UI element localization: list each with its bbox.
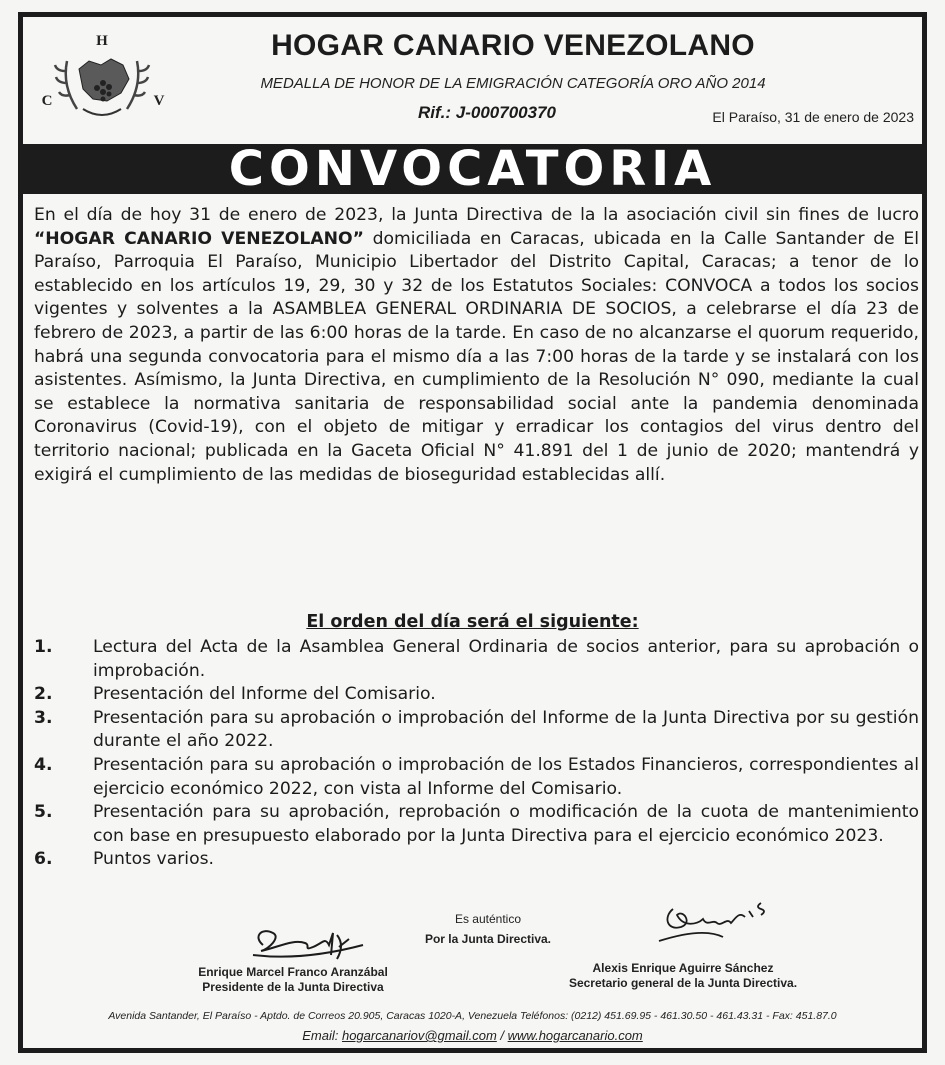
agenda-item-number: 6.	[34, 849, 53, 870]
agenda-title: El orden del día será el siguiente:	[306, 612, 639, 632]
agenda-item	[34, 754, 919, 801]
website-link[interactable]: www.hogarcanario.com	[507, 1028, 643, 1043]
agenda-item-text: Presentación para su aprobación o improbación de los Estados Financieros, correspondientes al ejercicio económico 2022, con vista al Informe del Comisario.	[93, 754, 919, 799]
agenda-item-number: 2.	[34, 684, 53, 705]
notice-frame	[18, 12, 927, 1053]
agenda-item-text: Presentación del Informe del Comisario.	[93, 684, 436, 705]
contact-separator: /	[496, 1028, 508, 1043]
honor-subtitle: MEDALLA DE HONOR DE LA EMIGRACIÓN CATEGORÍA ORO AÑO 2014	[260, 75, 766, 92]
footer-address: Avenida Santander, El Paraíso - Aptdo. de Correos 20.905, Caracas 1020-A, Venezuela Teléfonos: (0212) 451.69.95 - 461.30.50 - 461.43.31 - Fax: 451.87.0	[108, 1010, 837, 1022]
agenda-item-text: Puntos varios.	[93, 849, 215, 870]
body-text-part1: En el día de hoy 31 de enero de 2023, la Junta Directiva de la la asociación civil sin fines de lucro	[34, 205, 919, 225]
rif-number: Rif.: J-000700370	[418, 103, 556, 122]
secretary-name: Alexis Enrique Aguirre Sánchez	[592, 961, 774, 975]
agenda-item	[34, 683, 919, 707]
place-date: El Paraíso, 31 de enero de 2023	[712, 109, 914, 125]
authentic-label: Es auténtico	[454, 912, 522, 926]
agenda-item-text: Presentación para su aprobación o improbación del Informe de la Junta Directiva por su gestión durante el año 2022.	[93, 707, 919, 752]
agenda-item	[34, 801, 919, 848]
email-label: Email:	[302, 1028, 342, 1043]
email-link[interactable]: hogarcanariov@gmail.com	[341, 1028, 497, 1043]
agenda-item-number: 5.	[34, 802, 53, 823]
agenda-item	[34, 848, 919, 872]
agenda-item-number: 4.	[34, 754, 53, 775]
hcv-logo	[37, 31, 167, 129]
authenticity-note	[393, 909, 583, 949]
president-signature	[233, 915, 383, 967]
body-text-part2: domiciliada en Caracas, ubicada en la Calle Santander de El Paraíso, Parroquia El Paraíso, Municipio Libertador del Distrito Capital, Caracas; a tenor de lo establecido en los artículos 19, 29, 30 y 32 de los Estatutos Sociales: CONVOCA a todos los socios vigentes y solventes a la ASAMBLEA GENERAL ORDINARIA DE SOCIOS, a celebrarse el día 23 de febrero de 2023, a partir de las 6:00 horas de la tarde. En caso de no alcanzarse el quorum requerido, habrá una segunda convocatoria para el mismo día a las 7:00 horas de la tarde y se instalará con los asistentes. Asímismo, la Junta Directiva, en cumplimiento de la Resolución N° 090, mediante la cual se establece la normativa sanitaria de responsabilidad social ante la pandemia denominada Coronavirus (Covid-19), con el objeto de mitigar y erradicar los contagios del virus dentro del territorio nacional; publicada en la Gaceta Oficial N° 41.891 del 1 de junio de 2020; mantendrá y exigirá el cumplimiento de las medidas de bioseguridad establecidas allí.	[34, 228, 919, 485]
agenda-item-number: 3.	[34, 707, 53, 728]
logo-letter-c: C	[41, 93, 53, 109]
agenda-item-number: 1.	[34, 637, 53, 657]
agenda-item-text: Presentación para su aprobación, reprobación o modificación de la cuota de mantenimiento con base en presupuesto elaborado por la Junta Directiva para el ejercicio económico 2023.	[93, 802, 919, 846]
org-name-quoted: “HOGAR CANARIO VENEZOLANO”	[34, 228, 364, 249]
secretary-signature	[653, 897, 793, 949]
agenda-item	[34, 636, 919, 683]
president-name: Enrique Marcel Franco Aranzábal	[198, 965, 388, 979]
logo-letter-v: V	[153, 93, 165, 109]
agenda-item-text: Lectura del Acta de la Asamblea General Ordinaria de socios anterior, para su aprobación o improbación.	[93, 637, 919, 681]
header	[23, 17, 922, 145]
organization-title: HOGAR CANARIO VENEZOLANO	[271, 29, 755, 62]
convocatoria-banner: CONVOCATORIA	[23, 144, 922, 194]
president-role: Presidente de la Junta Directiva	[202, 980, 384, 994]
secretary-signature-block	[533, 961, 833, 991]
president-signature-block	[153, 965, 433, 995]
logo-letter-h: H	[96, 33, 108, 49]
footer-contact	[23, 1028, 922, 1043]
by-board-label: Por la Junta Directiva.	[424, 932, 552, 946]
body-paragraph	[34, 204, 919, 487]
secretary-role: Secretario general de la Junta Directiva.	[568, 976, 798, 990]
agenda-list	[34, 636, 919, 872]
agenda-item	[34, 707, 919, 754]
